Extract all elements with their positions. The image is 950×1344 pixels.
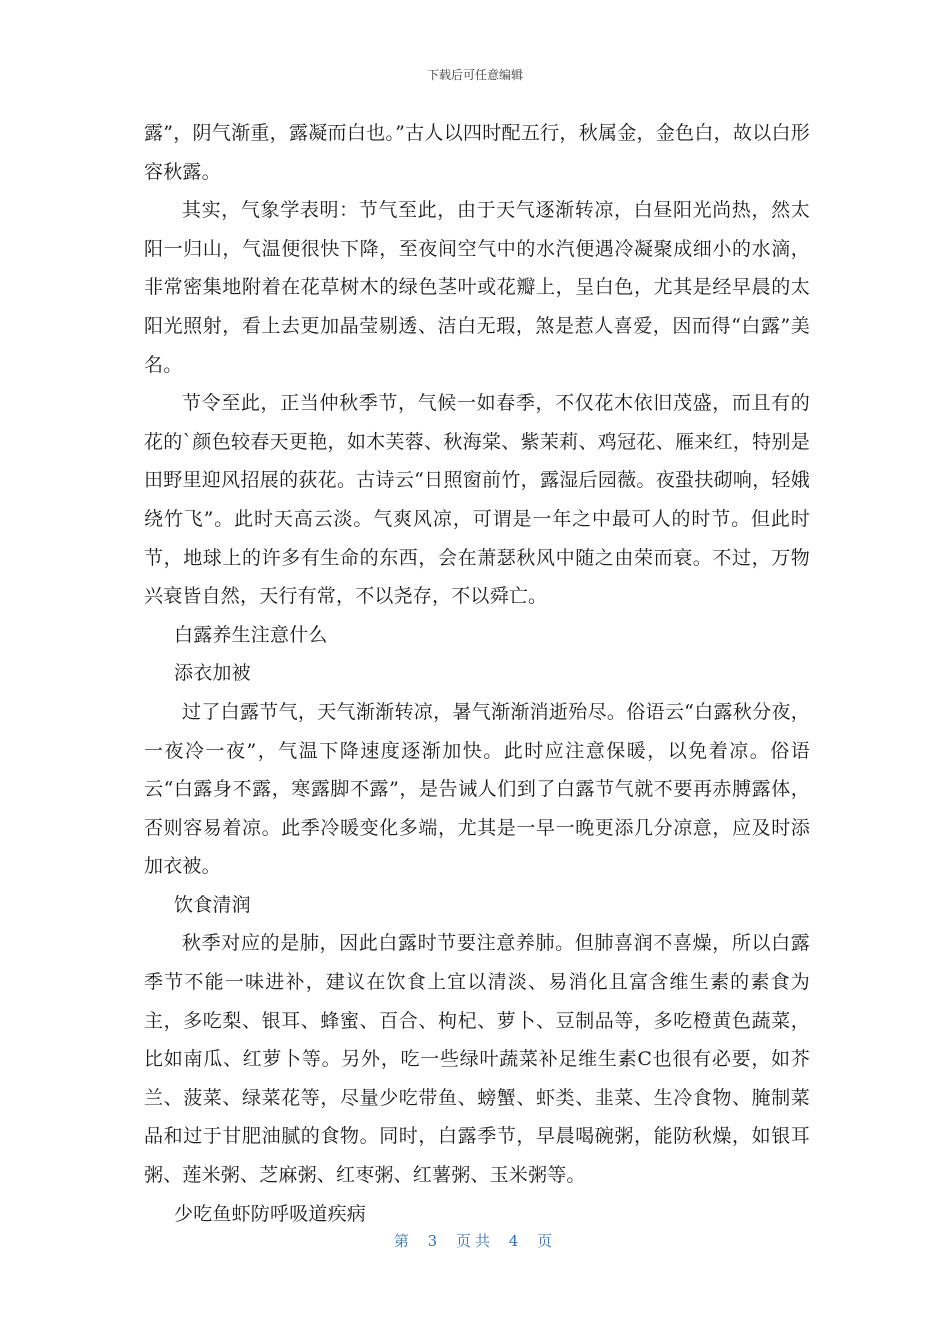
subheading-diet: 饮食清润: [174, 893, 251, 916]
paragraph-diet: 秋季对应的是肺，因此白露时节要注意养肺。但肺喜润不喜燥，所以白露季节不能一味进补，建议在饮食上宜以清淡、易消化且富含维生素的素食为主，多吃梨、银耳、蜂蜜、百合、枸杞、萝卜、豆制品等，多吃橙黄色蔬菜，比如南瓜、红萝卜等。另外，吃一些绿叶蔬菜补足维生素C也很有必要，如芥兰、菠菜、绿菜花等，尽量少吃带鱼、螃蟹、虾类、韭菜、生冷食物、腌制菜品和过于甘肥油腻的食物。同时，白露季节，早晨喝碗粥，能防秋燥，如银耳粥、莲米粥、芝麻粥、红枣粥、红薯粥、玉米粥等。: [144, 932, 810, 1187]
page-header: 下载后可任意编辑: [426, 68, 523, 82]
paragraph-mid-autumn: 节令至此，正当仲秋季节，气候一如春季，不仅花木依旧茂盛，而且有的花的`颜色较春天更艳，如木芙蓉、秋海棠、紫茉莉、鸡冠花、雁来红，特别是田野里迎风招展的荻花。古诗云“日照窗前竹，露湿后园薇。夜蛩扶砌响，轻娥绕竹飞”。此时天高云淡。气爽风凉，可谓是一年之中最可人的时节。但此时节，地球上的许多有生命的东西，会在萧瑟秋风中随之由荣而衰。不过，万物兴衰皆自然，天行有常，不以尧存，不以舜亡。: [144, 392, 810, 608]
subheading-less-seafood: 少吃鱼虾防呼吸道疾病: [174, 1202, 367, 1225]
paragraph-add-clothing: 过了白露节气，天气渐渐转凉，暑气渐渐消逝殆尽。俗语云“白露秋分夜，一夜冷一夜”，气温下降速度逐渐加快。此时应注意保暖，以免着凉。俗语云“白露身不露，寒露脚不露”，是告诫人们到了白露节气就不要再赤膊露体，否则容易着凉。此季冷暖变化多端，尤其是一早一晚更添几分凉意，应及时添加衣被。: [144, 700, 810, 878]
page-footer: 第 3 页共 4 页: [393, 1232, 557, 1250]
paragraph-weather-science: 其实，气象学表明：节气至此，由于天气逐渐转凉，白昼阳光尚热，然太阳一归山，气温便很快下降，至夜间空气中的水汽便遇冷凝聚成细小的水滴，非常密集地附着在花草树木的绿色茎叶或花瓣上，呈白色，尤其是经早晨的太阳光照射，看上去更加晶莹剔透、洁白无瑕，煞是惹人喜爱，因而得“白露”美名。: [144, 199, 810, 376]
paragraph-continuation: 露”，阴气渐重，露凝而白也。”古人以四时配五行，秋属金，金色白，故以白形容秋露。: [144, 122, 810, 183]
subheading-add-clothing: 添衣加被: [174, 662, 251, 685]
document-body: [144, 114, 810, 1233]
section-heading-health-tips: 白露养生注意什么: [174, 623, 328, 646]
